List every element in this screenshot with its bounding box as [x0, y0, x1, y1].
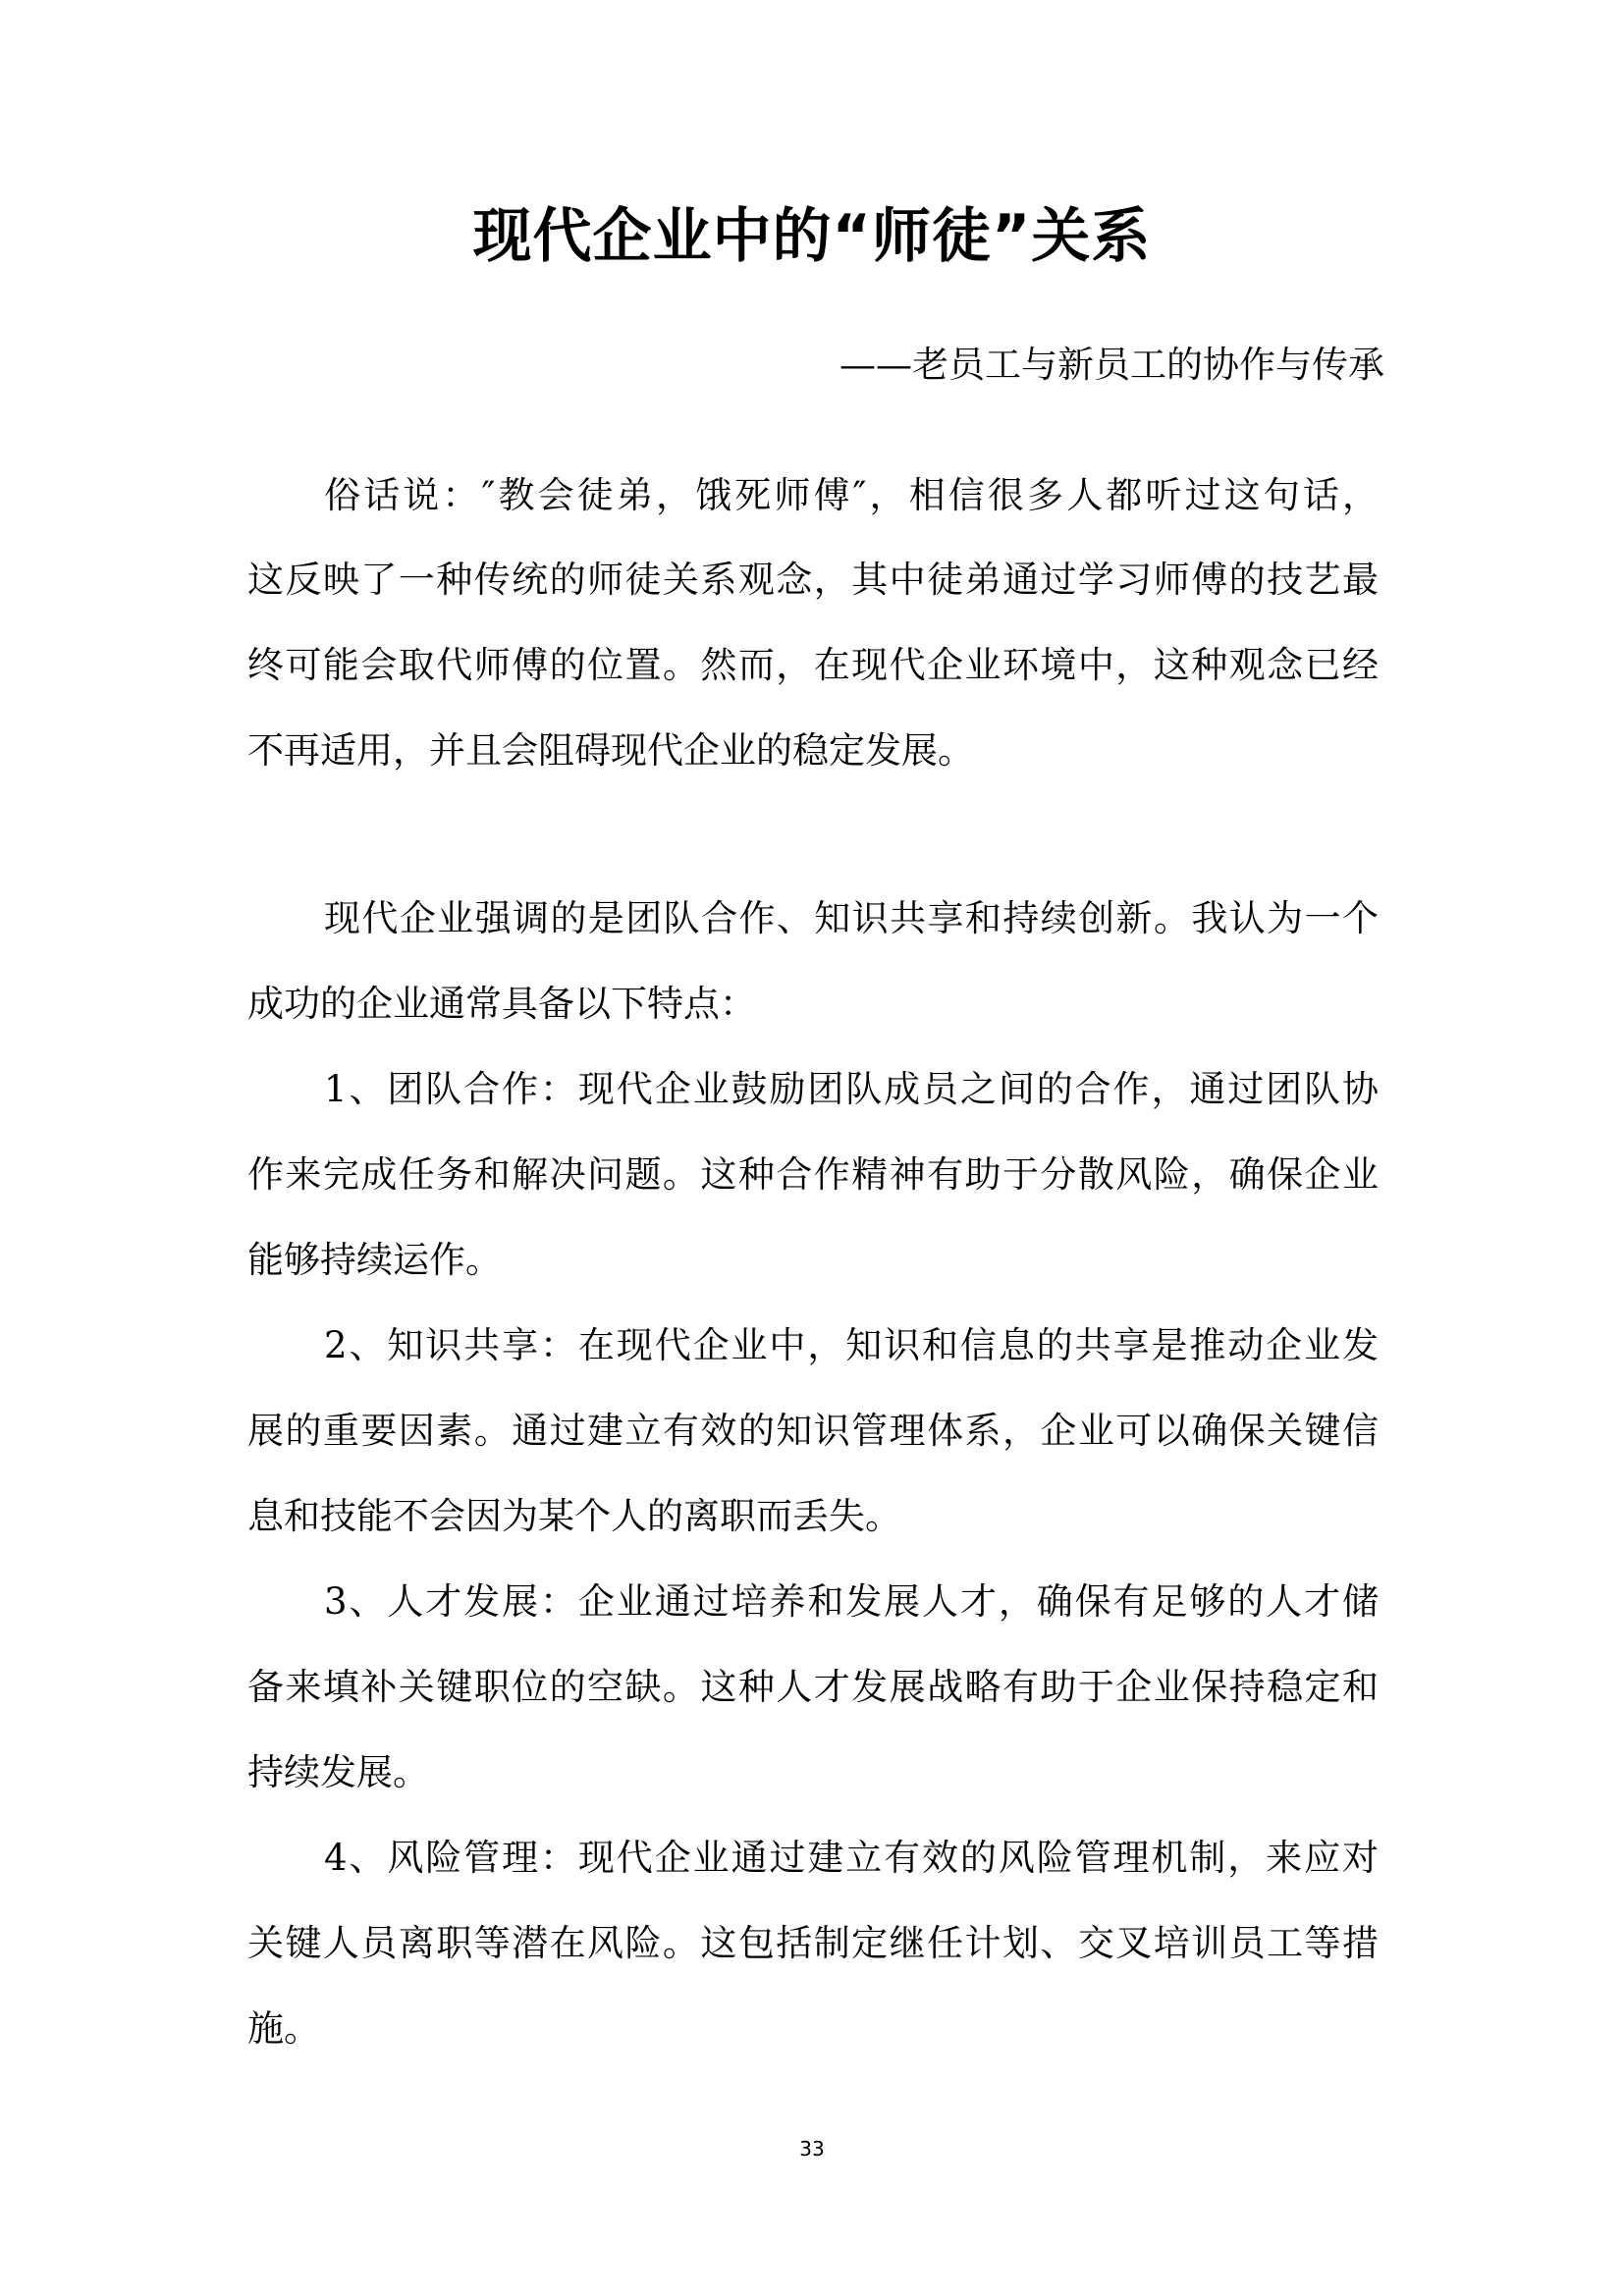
paragraph-line: 终可能会取代师傅的位置。然而，在现代企业环境中，这种观念已经: [247, 644, 1379, 686]
paragraph-line: 持续发展。: [247, 1751, 429, 1793]
paragraph-line: 俗话说：″教会徒弟，饿死师傅″，相信很多人都听过这句话，: [324, 474, 1379, 516]
paragraph-line: 能够持续运作。: [247, 1239, 502, 1281]
document-subtitle: ——老员工与新员工的协作与传承: [839, 344, 1384, 386]
paragraph-line: 展的重要因素。通过建立有效的知识管理体系，企业可以确保关键信: [247, 1410, 1379, 1452]
paragraph-line: 作来完成任务和解决问题。这种合作精神有助于分散风险，确保企业: [247, 1153, 1379, 1196]
paragraph-line: 不再适用，并且会阻碍现代企业的稳定发展。: [247, 729, 974, 772]
paragraph-line: 现代企业强调的是团队合作、知识共享和持续创新。我认为一个: [324, 897, 1379, 939]
paragraph-line: 3、人才发展：企业通过培养和发展人才，确保有足够的人才储: [324, 1580, 1379, 1623]
paragraph-line: 成功的企业通常具备以下特点：: [247, 983, 756, 1025]
document-title: 现代企业中的“师徒”关系: [472, 202, 1152, 271]
paragraph-line: 备来填补关键职位的空缺。这种人才发展战略有助于企业保持稳定和: [247, 1666, 1379, 1708]
paragraph-line: 这反映了一种传统的师徒关系观念，其中徒弟通过学习师傅的技艺最: [247, 559, 1379, 601]
page-number: 33: [799, 2137, 825, 2161]
paragraph-line: 1、团队合作：现代企业鼓励团队成员之间的合作，通过团队协: [324, 1068, 1379, 1110]
paragraph-line: 关键人员离职等潜在风险。这包括制定继任计划、交叉培训员工等措: [247, 1922, 1379, 1964]
paragraph-line: 息和技能不会因为某个人的离职而丢失。: [247, 1495, 901, 1537]
paragraph-line: 2、知识共享：在现代企业中，知识和信息的共享是推动企业发: [324, 1324, 1379, 1366]
paragraph-line: 施。: [247, 2007, 320, 2050]
paragraph-line: 4、风险管理：现代企业通过建立有效的风险管理机制，来应对: [324, 1837, 1379, 1879]
